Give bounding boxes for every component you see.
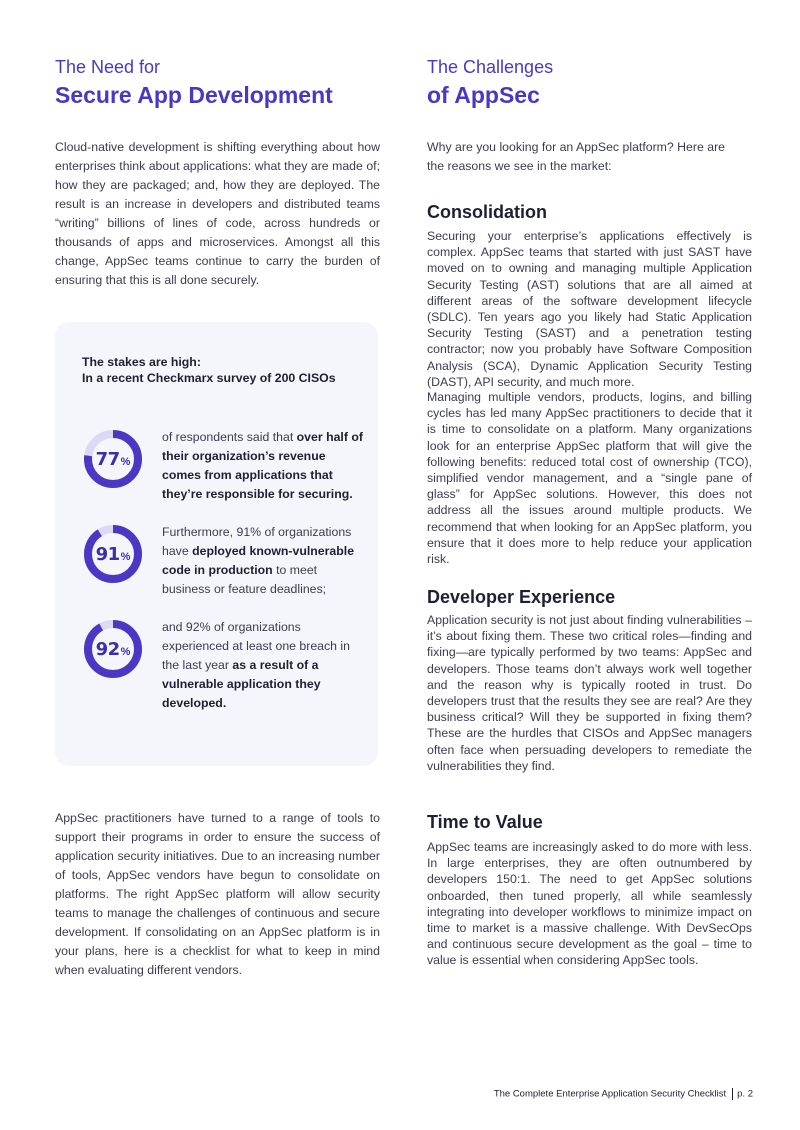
footer-doc-title: The Complete Enterprise Application Security Checklist [493,1088,727,1100]
donut-value [82,618,144,680]
stats-card-title-line2: In a recent Checkmarx survey of 200 CISOs [82,370,336,385]
stat-item [82,428,372,538]
left-heading: Secure App Development [55,82,333,108]
left-kicker: The Need for [55,57,161,77]
stat-unit: % [120,456,131,468]
stat-description [162,523,367,599]
consolidation-paragraph-1: Securing your enterprise’s applications effectively is complex. AppSec teams that started with just SAST have moved on to owning and managing multiple Application Security Testing (AST) solutions that are all aimed at different areas of the software development lifecycle (SDLC). Ten years ago you likely had Static Application Security Testing (SAST) and a penetration testing contractor; now you probably have Software Composition Analysis (SCA), Dynamic Application Security Testing (DAST), API security, and much more. [427,229,752,389]
section-title-consolidation: Consolidation [427,202,547,222]
footer-divider [732,1088,733,1100]
stats-card-title [82,355,336,386]
stat-text-bold: over half of their organization’s revenue comes from applications that they’re responsible for securing. [162,430,363,501]
stat-text-plain: Furthermore, 91% of organizations have [162,525,352,558]
section-title-developer-experience: Developer Experience [427,587,616,607]
stat-item [82,618,372,728]
right-kicker: The Challenges [427,57,554,77]
section-title-time-to-value: Time to Value [427,812,543,832]
consolidation-paragraph-2: Managing multiple vendors, products, logins, and billing cycles has led many AppSec practitioners to decide that it is time to consolidate on a platform. Many organizations look for an enterprise AppSec platform that will give the following benefits: reduced total cost of ownership (TCO), simplified vendor management, and a “single pane of glass” for AppSec solutions. However, this does not address all the issues around multiple products. We recommend that when looking for an AppSec platform, you ensure that it does more to help reduce your application risk. [427,390,752,567]
stat-text-plain: and 92% of organizations experienced at least one breach in the last year [162,620,350,672]
stat-text-after: to meet business or feature deadlines; [162,563,327,596]
stats-card-title-line1: The stakes are high: [82,355,201,369]
stat-description [162,428,367,504]
stat-value: 77 [95,448,120,470]
footer-page-number: p. 2 [737,1088,753,1100]
stat-text-bold: as a result of a vulnerable application they developed. [162,658,321,710]
stat-description [162,618,367,713]
stat-unit: % [120,646,131,658]
stat-value: 92 [95,638,120,660]
donut-value [82,523,144,585]
stat-text-plain: of respondents said that [162,430,297,444]
stat-text-bold: deployed known-vulnerable code in production [162,544,355,577]
stat-value: 91 [95,543,120,565]
stat-unit: % [120,551,131,563]
developer-experience-paragraph: Application security is not just about finding vulnerabilities – it’s about fixing them. These two critical roles—finding and fixing—are typically performed by two teams: AppSec and developers. Those teams don’t always work well together and the reason why is typically rooted in trust. Do developers trust that the results they see are real? Are they business critical? Will they be supported in fixing them? These are the hurdles that CISOs and AppSec managers often face when persuading developers to remediate the vulnerabilities they find. [427,613,752,773]
stats-card [55,322,378,766]
right-intro-paragraph: Why are you looking for an AppSec platform? Here are the reasons we see in the market: [427,140,726,173]
left-intro-paragraph: Cloud-native development is shifting everything about how enterprises think about applications: what they are made of; how they are packaged; and, how they are deployed. The result is an increase in developers and distributed teams “writing” billions of lines of code, across hundreds or thousands of apps and microservices. Amongst all this change, AppSec teams continue to carry the burden of ensuring that this is all done securely. [55,140,380,287]
right-heading: of AppSec [427,82,540,108]
donut-value [82,428,144,490]
page-footer [494,1088,753,1100]
left-closing-paragraph: AppSec practitioners have turned to a range of tools to support their programs in order to ensure the success of application security initiatives. Due to an increasing number of tools, AppSec vendors have begun to consolidate on platforms. The right AppSec platform will allow security teams to manage the challenges of continuous and secure development. If consolidating on an AppSec platform is in your plans, here is a checklist for what to keep in mind when evaluating different vendors. [55,811,380,977]
time-to-value-paragraph: AppSec teams are increasingly asked to do more with less. In large enterprises, they are often outnumbered by developers 150:1. The need to get AppSec solutions onboarded, then tuned properly, all while seamlessly integrating into developer workflows to minimize impact on time to market is a massive challenge. With DevSecOps and continuous secure development as the goal – time to value is essential when considering AppSec tools. [427,840,752,968]
stat-item [82,523,372,633]
